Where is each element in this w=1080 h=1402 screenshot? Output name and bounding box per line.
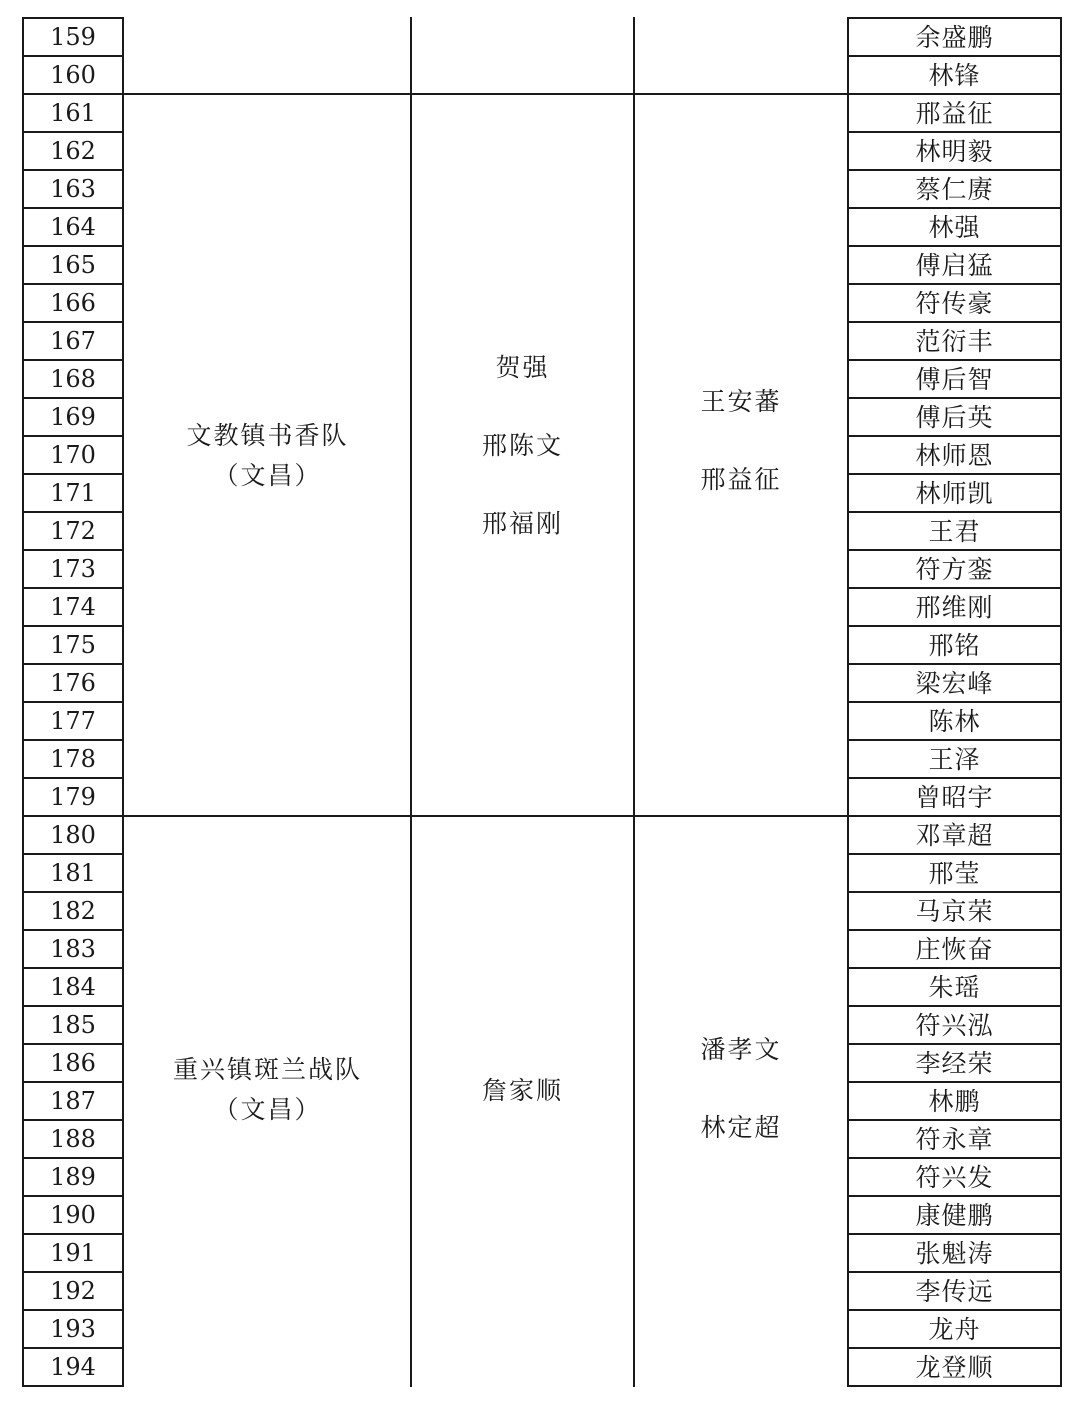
row-divider-number [23,131,124,133]
row-divider-name [848,321,1062,323]
row-number: 177 [50,707,96,735]
row-divider-name [848,1195,1062,1197]
row-divider-number [23,853,124,855]
group-1-col4-name-1: 王安蕃 [700,387,782,416]
row-divider-name [848,1081,1062,1083]
row-member-name: 傅启猛 [915,250,994,280]
group-1-col3-name-2: 邢陈文 [481,431,563,460]
row-member-name: 符永章 [915,1124,994,1154]
row-number: 181 [50,859,96,887]
row-divider-number [23,549,124,551]
row-member-name: 范衍丰 [915,326,994,356]
group-2-col4-name-2: 林定超 [700,1113,782,1142]
row-divider-number [23,1309,124,1311]
row-number: 169 [50,403,96,431]
row-member-name: 庄恢奋 [915,934,994,964]
group-1-team-cell [124,94,411,814]
row-divider-number [23,283,124,285]
row-divider-number [23,663,124,665]
row-member-name: 曾昭宇 [915,782,994,812]
group-2-team-name: 重兴镇斑兰战队 [172,1055,362,1084]
row-divider-name [848,1385,1062,1387]
group-2-col4-name-1: 潘孝文 [700,1035,782,1064]
row-divider-number [23,625,124,627]
row-number: 183 [50,935,96,963]
row-number: 172 [50,517,96,545]
row-divider-name [848,131,1062,133]
row-number: 162 [50,137,96,165]
row-divider-number [23,891,124,893]
row-divider-number [23,1385,124,1387]
row-number: 186 [50,1049,96,1077]
row-divider-number [23,1005,124,1007]
row-number: 187 [50,1087,96,1115]
row-divider-number [23,967,124,969]
row-number: 159 [50,23,96,51]
row-divider-number [23,435,124,437]
row-member-name: 蔡仁赓 [915,174,994,204]
row-member-name: 马京荣 [915,896,994,926]
row-divider-name [848,853,1062,855]
column-divider [410,17,412,1387]
row-divider-number [23,587,124,589]
row-number: 161 [50,99,96,127]
row-divider-name [848,169,1062,171]
row-divider-number [23,1157,124,1159]
column-divider [122,17,124,1387]
group-2-team-cell [124,814,411,1384]
group-1-col3-name-1: 贺强 [495,353,550,382]
row-divider-name [848,625,1062,627]
row-divider-number [23,207,124,209]
row-number: 170 [50,441,96,469]
row-divider-name [848,1005,1062,1007]
row-divider-name [848,55,1062,57]
row-divider-name [848,777,1062,779]
row-number: 190 [50,1201,96,1229]
row-member-name: 康健鹏 [915,1200,994,1230]
row-member-name: 林师恩 [915,440,994,470]
row-number: 189 [50,1163,96,1191]
group-2-col4-cell [634,814,848,1384]
row-divider-number [23,701,124,703]
row-number: 179 [50,783,96,811]
row-member-name: 王泽 [928,744,981,774]
row-member-name: 邓章超 [915,820,994,850]
row-divider-number [23,473,124,475]
row-number: 191 [50,1239,96,1267]
group-divider [23,815,1062,817]
row-divider-number [23,1347,124,1349]
row-number: 167 [50,327,96,355]
row-divider-number [23,739,124,741]
row-divider-number [23,929,124,931]
row-number: 164 [50,213,96,241]
row-member-name: 林锋 [928,60,981,90]
group-1-col4-name-2: 邢益征 [700,465,782,494]
group-2-col3-name-1: 詹家顺 [481,1076,563,1105]
row-member-name: 符兴发 [915,1162,994,1192]
row-divider-number [23,17,124,19]
row-member-name: 邢益征 [915,98,994,128]
row-divider-name [848,1347,1062,1349]
row-divider-number [23,321,124,323]
column-divider [22,17,24,1387]
row-divider-number [23,1271,124,1273]
group-1-col3-cell [411,94,634,814]
row-divider-name [848,435,1062,437]
row-divider-name [848,701,1062,703]
row-member-name: 傅后英 [915,402,994,432]
row-divider-name [848,663,1062,665]
row-divider-name [848,549,1062,551]
row-divider-name [848,967,1062,969]
row-divider-name [848,891,1062,893]
row-number: 175 [50,631,96,659]
row-number: 168 [50,365,96,393]
row-member-name: 李经荣 [915,1048,994,1078]
row-divider-name [848,1271,1062,1273]
group-2-team-region: （文昌） [213,1095,322,1124]
row-number: 185 [50,1011,96,1039]
group-1-team-region: （文昌） [213,461,322,490]
row-member-name: 朱瑶 [928,972,981,1002]
row-number: 188 [50,1125,96,1153]
row-number: 176 [50,669,96,697]
row-divider-name [848,473,1062,475]
row-divider-number [23,1233,124,1235]
row-member-name: 余盛鹏 [915,22,994,52]
row-number: 192 [50,1277,96,1305]
row-divider-number [23,1195,124,1197]
row-divider-name [848,587,1062,589]
row-divider-number [23,359,124,361]
row-number: 160 [50,61,96,89]
row-number: 163 [50,175,96,203]
row-divider-name [848,1157,1062,1159]
row-divider-number [23,397,124,399]
group-1-col4-cell [634,94,848,814]
group-2-col3-cell [411,814,634,1384]
column-divider [847,17,849,1387]
row-divider-number [23,1081,124,1083]
row-member-name: 符方銮 [915,554,994,584]
row-member-name: 林强 [928,212,981,242]
row-member-name: 龙舟 [928,1314,981,1344]
row-member-name: 邢铭 [928,630,981,660]
row-member-name: 林鹏 [928,1086,981,1116]
column-divider [1060,17,1062,1387]
row-divider-number [23,169,124,171]
row-divider-number [23,55,124,57]
group-1-team-name: 文教镇书香队 [186,421,349,450]
row-divider-name [848,207,1062,209]
row-member-name: 梁宏峰 [915,668,994,698]
row-number: 171 [50,479,96,507]
row-number: 165 [50,251,96,279]
group-1-col3-name-3: 邢福刚 [481,509,563,538]
row-member-name: 邢莹 [928,858,981,888]
row-divider-name [848,739,1062,741]
row-member-name: 傅后智 [915,364,994,394]
row-number: 173 [50,555,96,583]
row-divider-number [23,777,124,779]
row-member-name: 符兴泓 [915,1010,994,1040]
row-member-name: 李传远 [915,1276,994,1306]
row-member-name: 王君 [928,516,981,546]
row-divider-name [848,283,1062,285]
row-divider-name [848,1043,1062,1045]
row-divider-name [848,17,1062,19]
row-member-name: 林明毅 [915,136,994,166]
row-member-name: 符传豪 [915,288,994,318]
row-number: 194 [50,1353,96,1381]
row-number: 180 [50,821,96,849]
row-divider-name [848,1309,1062,1311]
row-member-name: 龙登顺 [915,1352,994,1382]
row-number: 174 [50,593,96,621]
row-number: 182 [50,897,96,925]
row-divider-name [848,245,1062,247]
row-member-name: 林师凯 [915,478,994,508]
row-number: 166 [50,289,96,317]
group-divider [23,93,1062,95]
row-divider-number [23,511,124,513]
row-divider-number [23,1119,124,1121]
row-member-name: 陈林 [928,706,981,736]
column-divider [633,17,635,1387]
row-divider-number [23,1043,124,1045]
row-divider-name [848,1119,1062,1121]
row-member-name: 邢维刚 [915,592,994,622]
row-divider-number [23,245,124,247]
row-divider-name [848,397,1062,399]
row-divider-name [848,929,1062,931]
row-divider-name [848,1233,1062,1235]
row-divider-name [848,511,1062,513]
row-number: 193 [50,1315,96,1343]
row-number: 184 [50,973,96,1001]
row-member-name: 张魁涛 [915,1238,994,1268]
row-number: 178 [50,745,96,773]
row-divider-name [848,359,1062,361]
